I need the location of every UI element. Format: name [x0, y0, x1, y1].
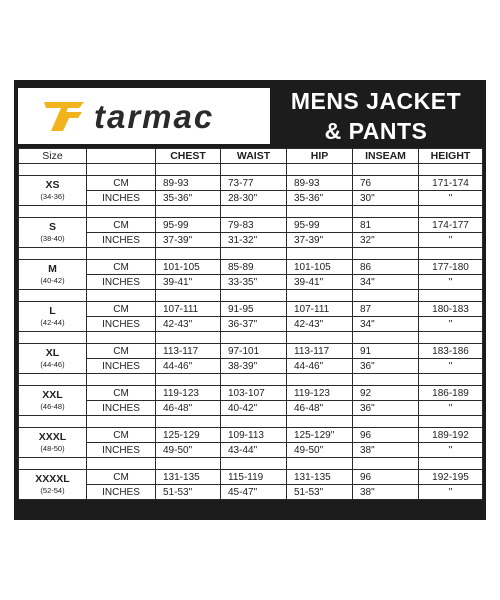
size-range: (46-48) [40, 401, 65, 411]
inseam-cell: 81 [353, 218, 419, 233]
spacer-cell [87, 374, 156, 386]
hip-cell: 119-123 [287, 386, 353, 401]
spacer-cell [87, 458, 156, 470]
table-row [19, 275, 483, 290]
waist-cell: 109-113 [221, 428, 287, 443]
spacer-cell [287, 458, 353, 470]
spacer-cell [87, 248, 156, 260]
hip-cell: 131-135 [287, 470, 353, 485]
table-row [19, 359, 483, 374]
spacer-cell [156, 248, 221, 260]
size-cell [19, 176, 87, 206]
size-cell [19, 218, 87, 248]
size-range: (34-36) [40, 191, 65, 201]
size-label: XXXL [38, 430, 67, 443]
hip-cell: 107-111 [287, 302, 353, 317]
spacer-cell [419, 248, 483, 260]
inseam-cell: 32" [353, 233, 419, 248]
spacer-cell [287, 206, 353, 218]
spacer-cell [19, 290, 87, 302]
height-cell: 192-195 [419, 470, 483, 485]
waist-cell: 85-89 [221, 260, 287, 275]
chest-cell: 44-46" [156, 359, 221, 374]
table-row [19, 191, 483, 206]
spacer-cell [156, 416, 221, 428]
waist-cell: 73-77 [221, 176, 287, 191]
unit-cell: INCHES [87, 275, 156, 290]
height-cell: " [419, 275, 483, 290]
inseam-cell: 36" [353, 359, 419, 374]
size-label: XXL [42, 388, 63, 401]
spacer-cell [221, 290, 287, 302]
spacer-cell [221, 458, 287, 470]
size-label: S [48, 220, 56, 233]
hip-cell: 44-46" [287, 359, 353, 374]
waist-cell: 79-83 [221, 218, 287, 233]
chart-header [18, 84, 482, 148]
spacer-cell [287, 416, 353, 428]
inseam-cell: 38" [353, 443, 419, 458]
tarmac-logo-icon [42, 99, 86, 133]
height-cell: " [419, 317, 483, 332]
table-body [19, 164, 483, 500]
height-cell: " [419, 443, 483, 458]
table-row [19, 443, 483, 458]
spacer-row [19, 374, 483, 386]
chest-cell: 113-117 [156, 344, 221, 359]
spacer-row [19, 164, 483, 176]
unit-cell: CM [87, 386, 156, 401]
size-cell [19, 260, 87, 290]
brand-name: tarmac [94, 97, 215, 135]
size-cell [19, 386, 87, 416]
height-cell: " [419, 191, 483, 206]
hip-cell: 89-93 [287, 176, 353, 191]
inseam-cell: 96 [353, 470, 419, 485]
hip-cell: 49-50" [287, 443, 353, 458]
spacer-cell [353, 374, 419, 386]
height-cell: 180-183 [419, 302, 483, 317]
waist-cell: 91-95 [221, 302, 287, 317]
spacer-cell [353, 290, 419, 302]
spacer-cell [87, 332, 156, 344]
chest-cell: 107-111 [156, 302, 221, 317]
chest-cell: 89-93 [156, 176, 221, 191]
unit-cell: CM [87, 428, 156, 443]
waist-cell: 97-101 [221, 344, 287, 359]
inseam-cell: 34" [353, 275, 419, 290]
chest-cell: 51-53" [156, 485, 221, 500]
hip-cell: 39-41" [287, 275, 353, 290]
chest-cell: 39-41" [156, 275, 221, 290]
spacer-cell [419, 164, 483, 176]
hip-cell: 42-43" [287, 317, 353, 332]
spacer-cell [87, 290, 156, 302]
inseam-cell: 36" [353, 401, 419, 416]
table-row [19, 470, 483, 485]
col-unit-header [87, 149, 156, 164]
chest-cell: 35-36" [156, 191, 221, 206]
size-cell [19, 470, 87, 500]
spacer-cell [419, 458, 483, 470]
chest-cell: 125-129 [156, 428, 221, 443]
waist-cell: 36-37" [221, 317, 287, 332]
table-row [19, 302, 483, 317]
size-range: (38-40) [40, 233, 65, 243]
inseam-cell: 96 [353, 428, 419, 443]
size-range: (44-46) [40, 359, 65, 369]
hip-cell: 51-53" [287, 485, 353, 500]
spacer-cell [287, 248, 353, 260]
table-row [19, 218, 483, 233]
height-cell: " [419, 233, 483, 248]
spacer-cell [353, 332, 419, 344]
spacer-cell [353, 206, 419, 218]
size-range: (40-42) [40, 275, 65, 285]
brand-logo [18, 88, 270, 144]
hip-cell: 113-117 [287, 344, 353, 359]
chest-cell: 101-105 [156, 260, 221, 275]
table-row [19, 401, 483, 416]
inseam-cell: 91 [353, 344, 419, 359]
title-line-1: MENS JACKET [290, 88, 462, 114]
chest-cell: 46-48" [156, 401, 221, 416]
unit-cell: CM [87, 260, 156, 275]
spacer-cell [156, 290, 221, 302]
table-row [19, 428, 483, 443]
spacer-cell [87, 416, 156, 428]
hip-cell: 101-105 [287, 260, 353, 275]
size-cell [19, 344, 87, 374]
spacer-cell [19, 206, 87, 218]
spacer-cell [287, 374, 353, 386]
unit-cell: INCHES [87, 443, 156, 458]
unit-cell: INCHES [87, 359, 156, 374]
height-cell: 183-186 [419, 344, 483, 359]
height-cell: " [419, 359, 483, 374]
size-range: (48-50) [40, 443, 65, 453]
table-row [19, 344, 483, 359]
waist-cell: 103-107 [221, 386, 287, 401]
size-table [18, 148, 483, 500]
chest-cell: 131-135 [156, 470, 221, 485]
height-cell: 177-180 [419, 260, 483, 275]
hip-cell: 46-48" [287, 401, 353, 416]
spacer-cell [156, 206, 221, 218]
waist-cell: 115-119 [221, 470, 287, 485]
spacer-cell [156, 164, 221, 176]
spacer-cell [19, 248, 87, 260]
spacer-cell [353, 248, 419, 260]
inseam-cell: 34" [353, 317, 419, 332]
waist-cell: 38-39" [221, 359, 287, 374]
spacer-cell [353, 416, 419, 428]
unit-cell: INCHES [87, 233, 156, 248]
spacer-row [19, 248, 483, 260]
spacer-cell [156, 458, 221, 470]
unit-cell: CM [87, 470, 156, 485]
inseam-cell: 92 [353, 386, 419, 401]
col-waist-header: WAIST [221, 149, 287, 164]
table-row [19, 317, 483, 332]
size-label: XXXXL [35, 472, 70, 485]
spacer-cell [221, 374, 287, 386]
size-label: XS [45, 178, 60, 191]
waist-cell: 31-32" [221, 233, 287, 248]
spacer-row [19, 416, 483, 428]
size-label: XL [45, 346, 60, 359]
title-line-2: & PANTS [324, 118, 428, 144]
spacer-cell [156, 332, 221, 344]
spacer-cell [353, 164, 419, 176]
spacer-cell [19, 164, 87, 176]
spacer-cell [221, 164, 287, 176]
chest-cell: 95-99 [156, 218, 221, 233]
size-label: L [49, 304, 56, 317]
size-chart [14, 80, 486, 520]
spacer-cell [19, 332, 87, 344]
spacer-cell [221, 332, 287, 344]
spacer-row [19, 290, 483, 302]
unit-cell: INCHES [87, 191, 156, 206]
hip-cell: 35-36" [287, 191, 353, 206]
table-row [19, 485, 483, 500]
height-cell: 186-189 [419, 386, 483, 401]
waist-cell: 45-47" [221, 485, 287, 500]
spacer-cell [19, 416, 87, 428]
spacer-cell [419, 206, 483, 218]
hip-cell: 37-39" [287, 233, 353, 248]
unit-cell: CM [87, 302, 156, 317]
spacer-cell [419, 416, 483, 428]
chest-cell: 42-43" [156, 317, 221, 332]
height-cell: " [419, 401, 483, 416]
waist-cell: 28-30" [221, 191, 287, 206]
spacer-cell [156, 374, 221, 386]
chest-cell: 119-123 [156, 386, 221, 401]
table-row [19, 176, 483, 191]
spacer-cell [419, 374, 483, 386]
waist-cell: 33-35" [221, 275, 287, 290]
hip-cell: 95-99 [287, 218, 353, 233]
chart-title [270, 84, 482, 148]
unit-cell: INCHES [87, 317, 156, 332]
header-row [19, 149, 483, 164]
spacer-cell [19, 374, 87, 386]
unit-cell: CM [87, 344, 156, 359]
size-cell [19, 302, 87, 332]
chest-cell: 37-39" [156, 233, 221, 248]
hip-cell: 125-129" [287, 428, 353, 443]
unit-cell: CM [87, 218, 156, 233]
chest-cell: 49-50" [156, 443, 221, 458]
unit-cell: INCHES [87, 401, 156, 416]
size-cell [19, 428, 87, 458]
spacer-row [19, 332, 483, 344]
spacer-cell [221, 416, 287, 428]
col-height-header: HEIGHT [419, 149, 483, 164]
waist-cell: 43-44" [221, 443, 287, 458]
height-cell: " [419, 485, 483, 500]
waist-cell: 40-42" [221, 401, 287, 416]
spacer-cell [87, 164, 156, 176]
spacer-cell [353, 458, 419, 470]
spacer-cell [221, 206, 287, 218]
col-size-header: Size [19, 149, 87, 164]
height-cell: 189-192 [419, 428, 483, 443]
spacer-cell [287, 164, 353, 176]
col-inseam-header: INSEAM [353, 149, 419, 164]
spacer-cell [87, 206, 156, 218]
height-cell: 174-177 [419, 218, 483, 233]
spacer-cell [287, 290, 353, 302]
spacer-row [19, 458, 483, 470]
size-range: (52-54) [40, 485, 65, 495]
spacer-cell [19, 458, 87, 470]
table-row [19, 386, 483, 401]
spacer-row [19, 206, 483, 218]
table-row [19, 260, 483, 275]
spacer-cell [221, 248, 287, 260]
inseam-cell: 30" [353, 191, 419, 206]
height-cell: 171-174 [419, 176, 483, 191]
inseam-cell: 86 [353, 260, 419, 275]
unit-cell: CM [87, 176, 156, 191]
table-row [19, 233, 483, 248]
col-chest-header: CHEST [156, 149, 221, 164]
size-range: (42-44) [40, 317, 65, 327]
col-hip-header: HIP [287, 149, 353, 164]
inseam-cell: 87 [353, 302, 419, 317]
inseam-cell: 38" [353, 485, 419, 500]
size-label: M [48, 262, 57, 275]
inseam-cell: 76 [353, 176, 419, 191]
spacer-cell [419, 332, 483, 344]
unit-cell: INCHES [87, 485, 156, 500]
spacer-cell [287, 332, 353, 344]
spacer-cell [419, 290, 483, 302]
